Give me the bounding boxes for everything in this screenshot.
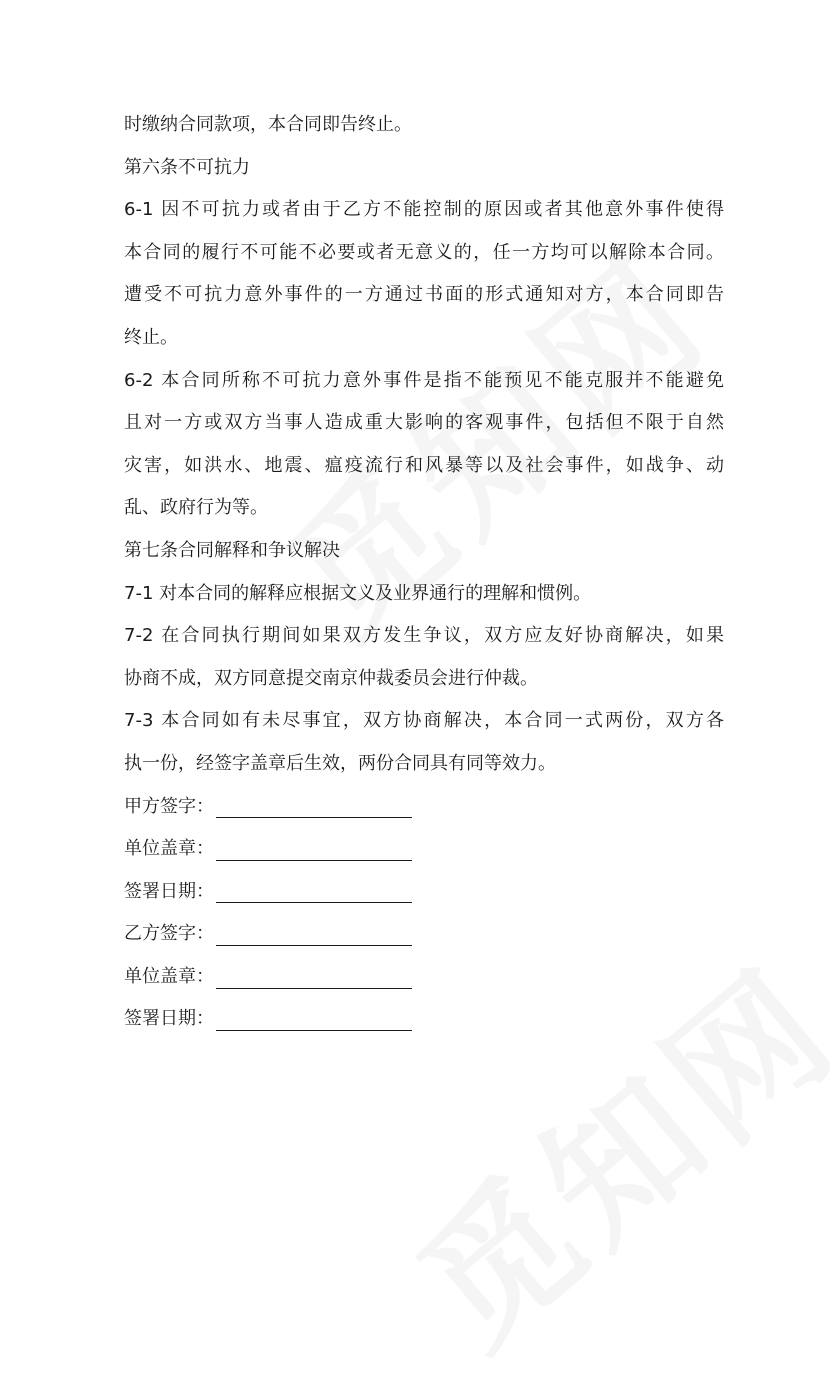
- signature-blank[interactable]: [216, 838, 412, 861]
- signature-row-party-b-sign: [124, 913, 724, 956]
- paragraph-line: 7-2 在合同执行期间如果双方发生争议，双方应友好协商解决，如果: [124, 625, 724, 647]
- article-6-heading: 第六条不可抗力: [124, 156, 250, 178]
- signature-blank[interactable]: [216, 923, 412, 946]
- signature-label: 签署日期：: [124, 1008, 214, 1030]
- paragraph-line: 本合同的履行不可能不必要或者无意义的，任一方均可以解除本合同。: [124, 241, 724, 263]
- signature-label: 单位盖章：: [124, 965, 214, 987]
- paragraph-line: 执一份，经签字盖章后生效，两份合同具有同等效力。: [124, 752, 556, 774]
- paragraph-line: 乱、政府行为等。: [124, 497, 268, 519]
- signature-blank[interactable]: [216, 795, 412, 818]
- signature-row-party-a-date: [124, 871, 724, 914]
- paragraph-line: 终止。: [124, 326, 178, 348]
- article-7-heading: 第七条合同解释和争议解决: [124, 539, 340, 561]
- paragraph-line: 灾害，如洪水、地震、瘟疫流行和风暴等以及社会事件，如战争、动: [124, 454, 724, 476]
- signature-blank[interactable]: [216, 966, 412, 989]
- signature-label: 甲方签字：: [124, 795, 214, 817]
- paragraph-line: 且对一方或双方当事人造成重大影响的客观事件，包括但不限于自然: [124, 412, 724, 434]
- signature-row-party-a-sign: [124, 786, 724, 829]
- signature-row-party-b-seal: [124, 956, 724, 999]
- paragraph-line: 7-1 对本合同的解释应根据文义及业界通行的理解和惯例。: [124, 582, 592, 604]
- signature-blank[interactable]: [216, 1008, 412, 1031]
- signature-blank[interactable]: [216, 880, 412, 903]
- signature-row-party-a-seal: [124, 828, 724, 871]
- signature-label: 签署日期：: [124, 880, 214, 902]
- paragraph-line: 7-3 本合同如有未尽事宜，双方协商解决，本合同一式两份，双方各: [124, 710, 724, 732]
- document-body: [124, 104, 724, 1041]
- signature-label: 乙方签字：: [124, 923, 214, 945]
- paragraph-line: 协商不成，双方同意提交南京仲裁委员会进行仲裁。: [124, 667, 538, 689]
- paragraph-line: 6-2 本合同所称不可抗力意外事件是指不能预见不能克服并不能避免: [124, 369, 724, 391]
- paragraph-line: 遭受不可抗力意外事件的一方通过书面的形式通知对方，本合同即告: [124, 284, 724, 306]
- signature-row-party-b-date: [124, 998, 724, 1041]
- paragraph-line: 6-1 因不可抗力或者由于乙方不能控制的原因或者其他意外事件使得: [124, 199, 724, 221]
- signature-label: 单位盖章：: [124, 838, 214, 860]
- paragraph-line: 时缴纳合同款项，本合同即告终止。: [124, 114, 412, 135]
